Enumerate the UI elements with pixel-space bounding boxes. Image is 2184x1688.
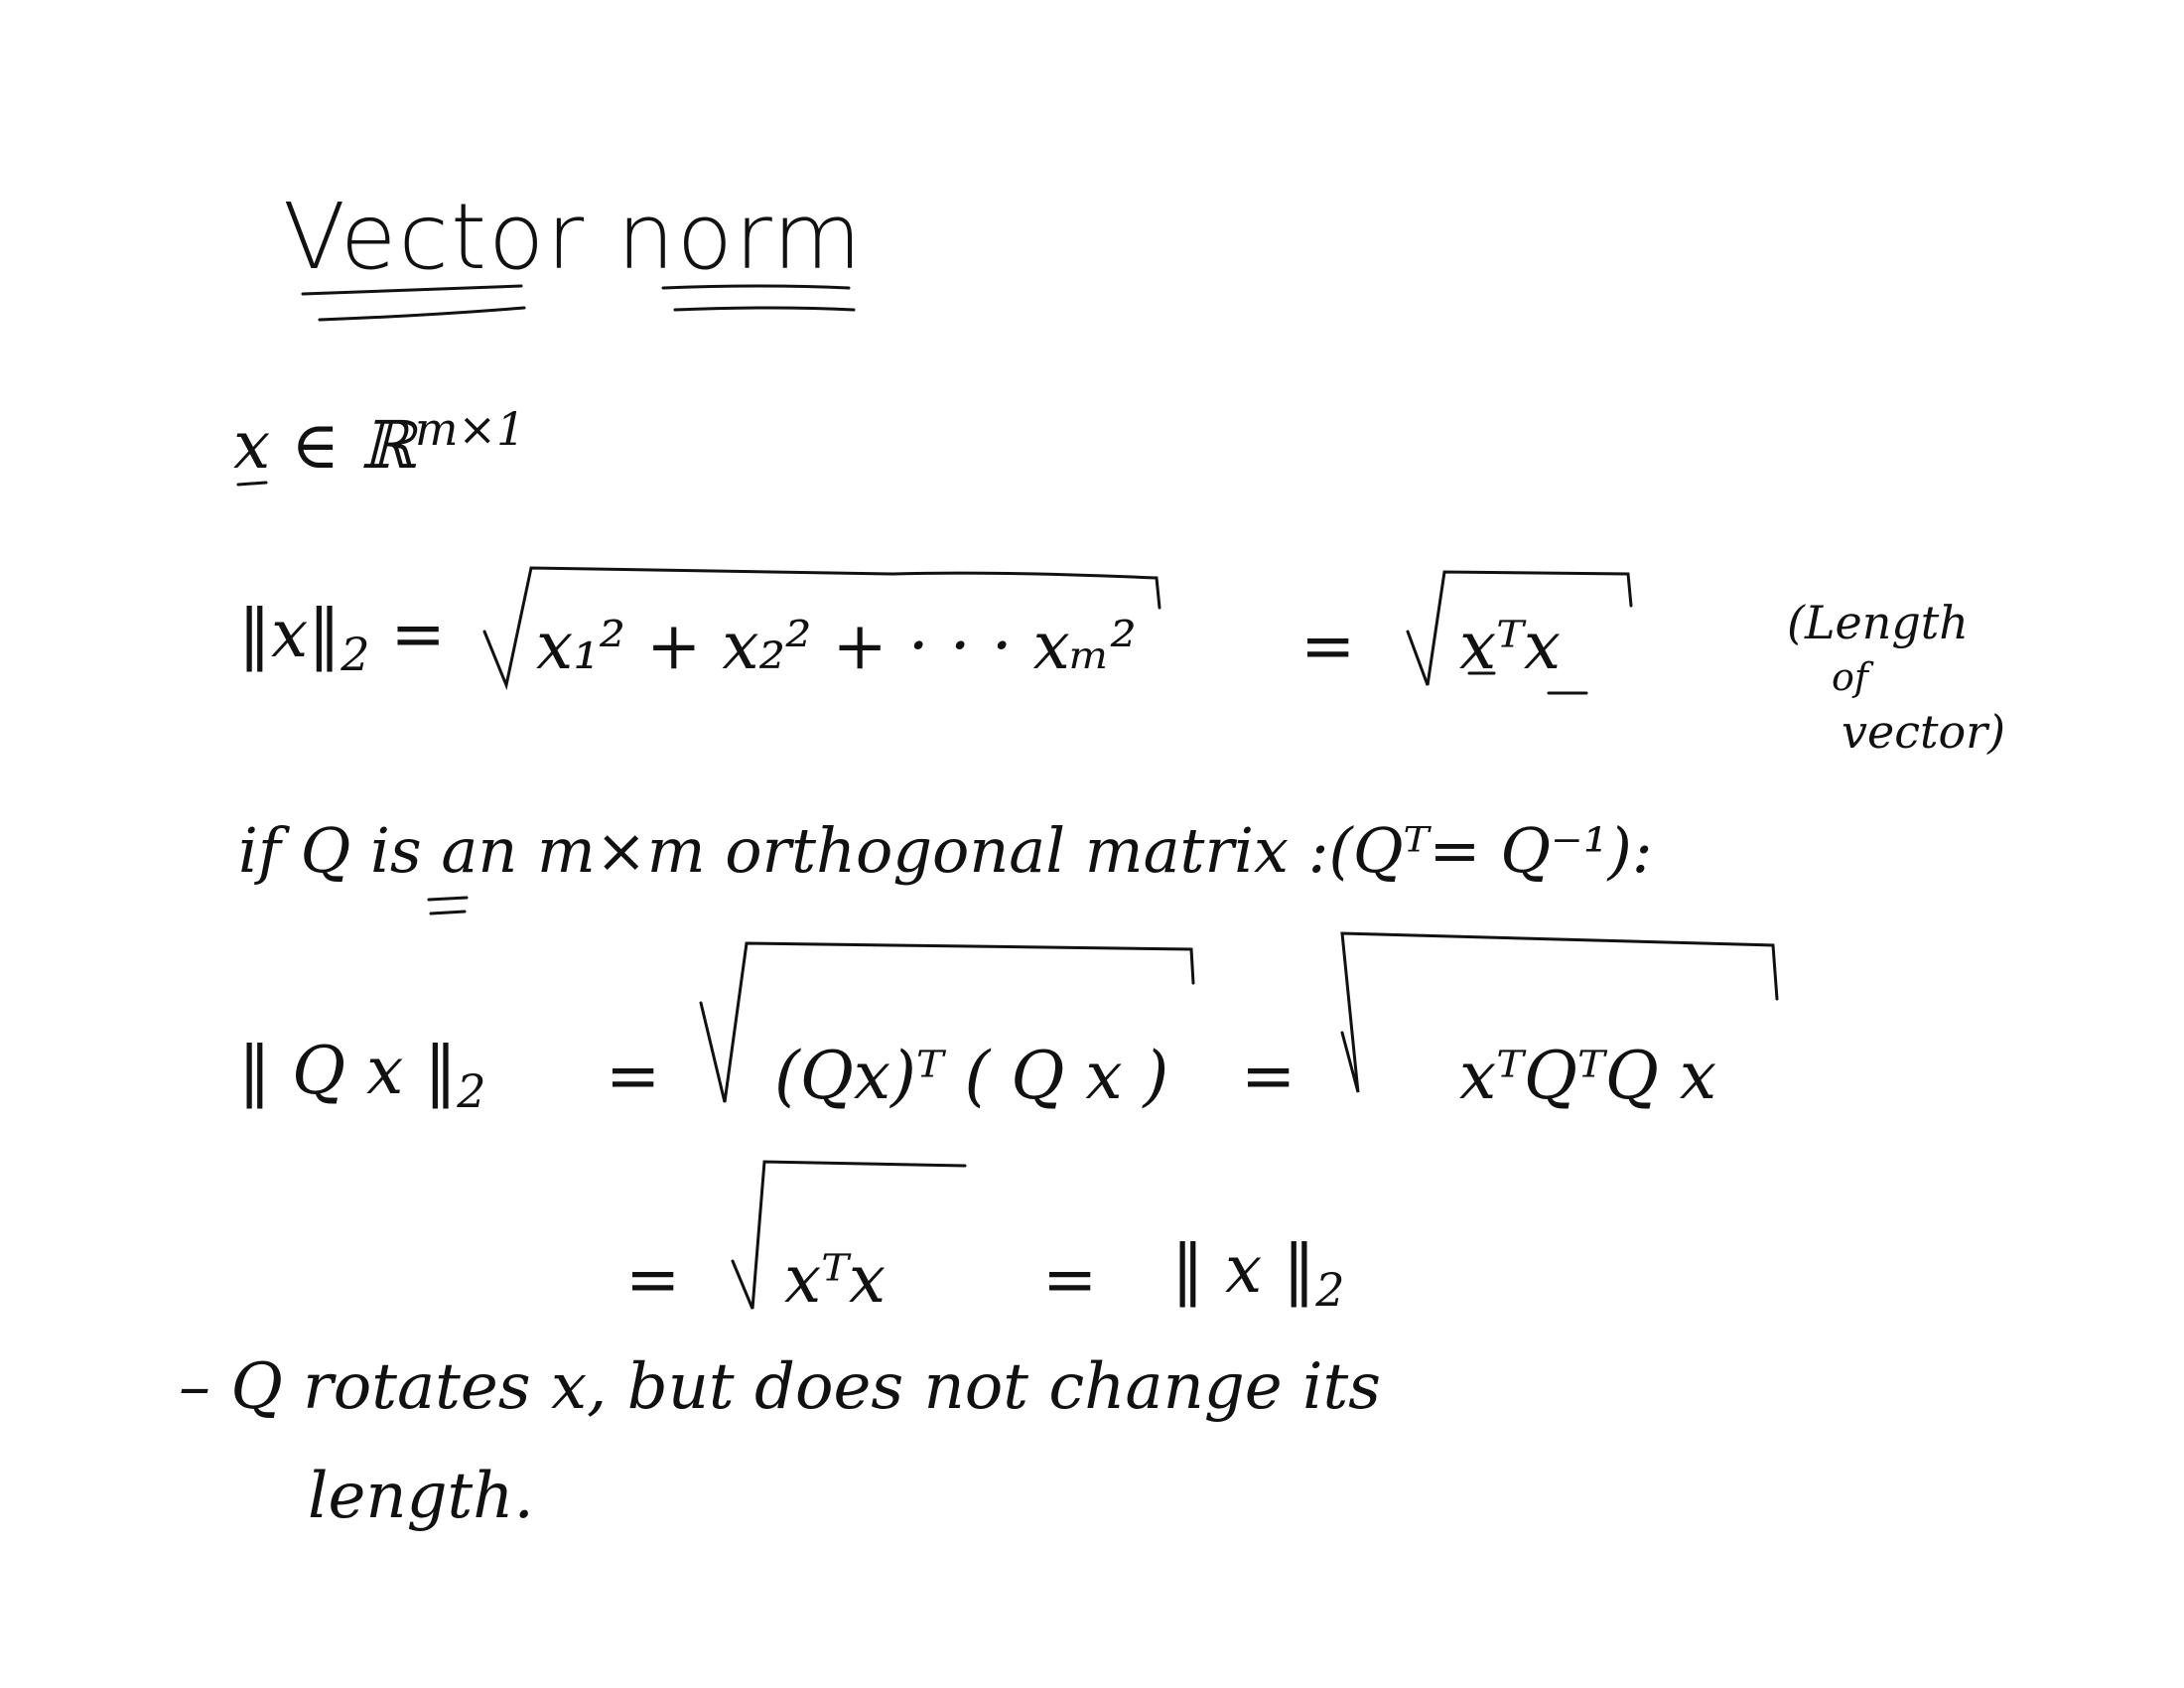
vector-space-statement (233, 402, 525, 484)
result-eq: = (625, 1241, 681, 1318)
qx-radicand1: (Qx)ᵀ ( Q x ) (774, 1038, 1169, 1114)
norm-lhs: ‖x‖ (238, 596, 341, 672)
qx-radicand2: xᵀQᵀQ x (1459, 1038, 1717, 1114)
conclusion-line-1: – Q rotates x, but does not change its (179, 1350, 1381, 1424)
note-length: (Length (1787, 596, 1969, 649)
norm-eq2: = (1300, 608, 1356, 684)
norm-definition-lhs (238, 596, 446, 681)
vector-space-dim: m×1 (414, 402, 526, 456)
norm-radicand: x₁² + x₂² + · · · xₘ² (536, 608, 1137, 684)
result-rhs-sub: 2 (1315, 1263, 1345, 1318)
result-rhs-group (1171, 1231, 1344, 1317)
qx-norm-lhs (238, 1033, 486, 1118)
title-underline-2b (675, 308, 854, 310)
orthogonal-statement: if Q is an m×m orthogonal matrix :(Qᵀ= Q⁻¹): (238, 814, 1653, 887)
qx-eq2: = (1241, 1038, 1297, 1114)
conclusion-line-2: length. (308, 1460, 534, 1533)
norm-radicand2: xᵀx (1459, 608, 1562, 684)
title-underline-1b (320, 308, 524, 320)
vector-space-text: x ∈ ℝ (233, 407, 415, 484)
note-vector: vector) (1842, 705, 2006, 759)
q-underline-1 (429, 898, 467, 900)
page-title: Vector norm (283, 184, 864, 290)
qx-lhs: ‖ Q x ‖ (238, 1033, 458, 1109)
qx-lhs-sub: 2 (457, 1064, 486, 1119)
result-radicand: xᵀx (784, 1241, 887, 1318)
note-of: of (1832, 655, 1868, 699)
q-underline-2 (431, 912, 465, 914)
result-eq2: = (1042, 1241, 1098, 1318)
norm-lhs-sub: 2 (341, 628, 370, 682)
norm-eq: = (390, 596, 446, 672)
qx-eq1: = (606, 1038, 661, 1114)
result-rhs: ‖ x ‖ (1171, 1231, 1316, 1308)
